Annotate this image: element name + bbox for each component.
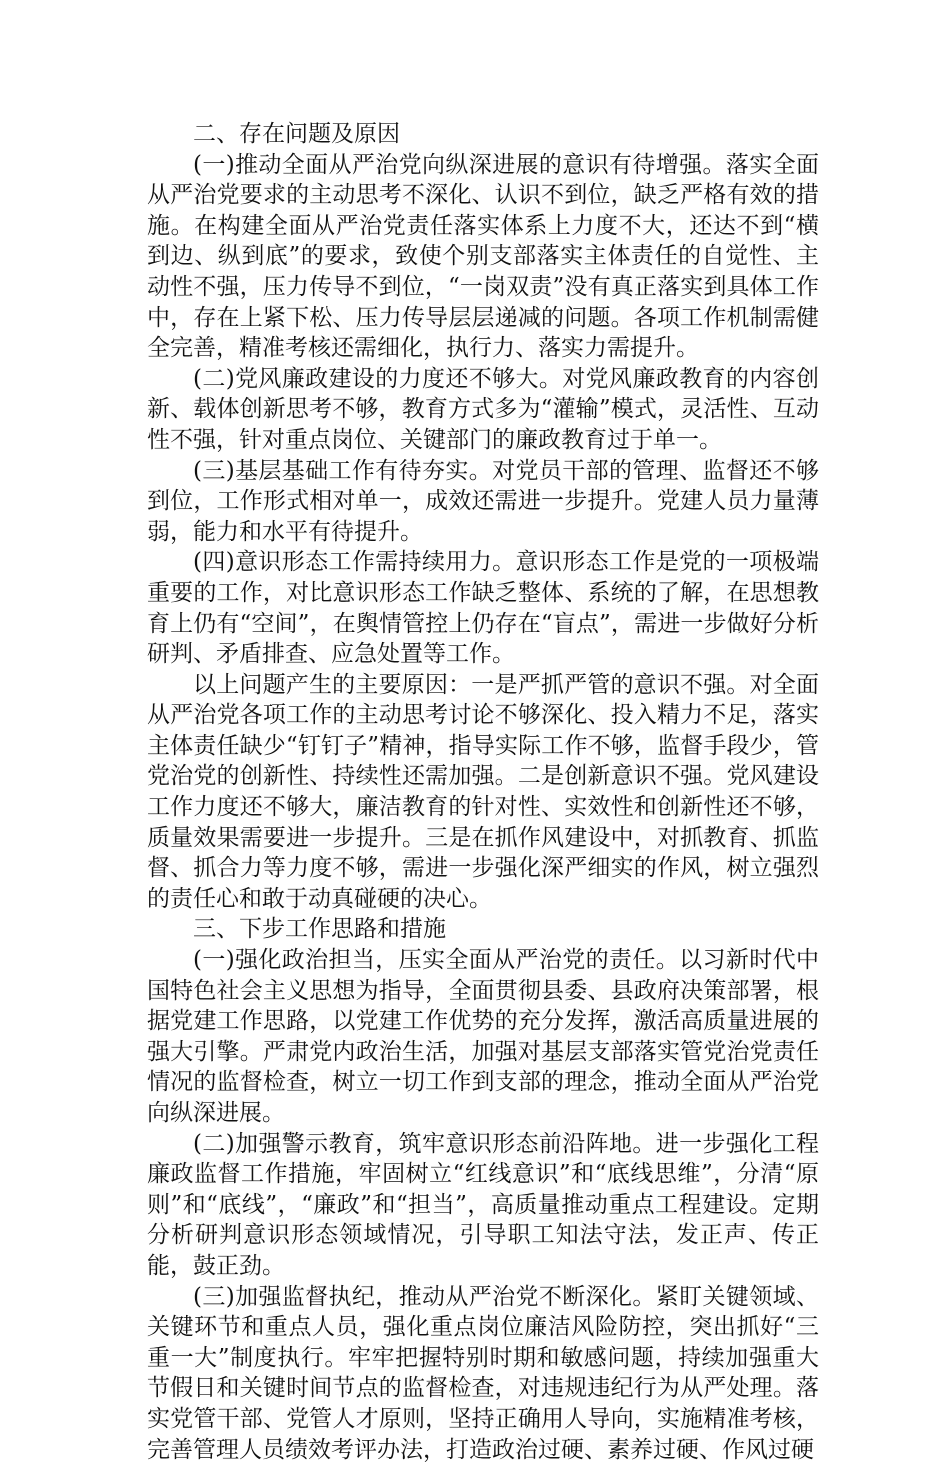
section-heading-measures: 三、下步工作思路和措施	[193, 916, 446, 943]
paragraph-measure-1: (一)强化政治担当，压实全面从严治党的责任。以习新时代中国特色社会主义思想为指导，全面贯彻县委、县政府决策部署，根据党建工作思路，以党建工作优势的充分发挥，激活高质量进展的强大引擎。严肃党内政治生活，加强对基层支部落实管党治党责任情况的监督检查，树立一切工作到支部的理念，推动全面从严治党向纵深进展。	[147, 947, 819, 1126]
paragraph-problem-4: (四)意识形态工作需持续用力。意识形态工作是党的一项极端重要的工作，对比意识形态工作缺乏整体、系统的了解，在思想教育上仍有“空间”，在舆情管控上仍存在“盲点”，需进一步做好分析研判、矛盾排查、应急处置等工作。	[147, 549, 819, 668]
paragraph-problem-1: (一)推动全面从严治党向纵深进展的意识有待增强。落实全面从严治党要求的主动思考不深化、认识不到位，缺乏严格有效的措施。在构建全面从严治党责任落实体系上力度不大，还达不到“横到边、纵到底”的要求，致使个别支部落实主体责任的自觉性、主动性不强，压力传导不到位，“一岗双责”没有真正落实到具体工作中，存在上紧下松、压力传导层层递减的问题。各项工作机制需健全完善，精准考核还需细化，执行力、落实力需提升。	[147, 151, 819, 362]
paragraph-measure-2: (二)加强警示教育，筑牢意识形态前沿阵地。进一步强化工程廉政监督工作措施，牢固树立“红线意识”和“底线思维”，分清“原则”和“底线”，“廉政”和“担当”，高质量推动重点工程建设。定期分析研判意识形态领域情况，引导职工知法守法，发正声、传正能，鼓正劲。	[147, 1130, 819, 1279]
paragraph-problem-2: (二)党风廉政建设的力度还不够大。对党风廉政教育的内容创新、载体创新思考不够，教育方式多为“灌输”模式，灵活性、互动性不强，针对重点岗位、关键部门的廉政教育过于单一。	[147, 365, 819, 453]
section-heading-problems: 二、存在问题及原因	[193, 121, 400, 147]
paragraph-problem-3: (三)基层基础工作有待夯实。对党员干部的管理、监督还不够到位，工作形式相对单一，成效还需进一步提升。党建人员力量薄弱，能力和水平有待提升。	[147, 457, 819, 545]
document-body	[147, 119, 819, 1465]
paragraph-causes: 以上问题产生的主要原因：一是严抓严管的意识不强。对全面从严治党各项工作的主动思考讨论不够深化、投入精力不足，落实主体责任缺少“钉钉子”精神，指导实际工作不够，监督手段少，管党治党的创新性、持续性还需加强。二是创新意识不强。党风建设工作力度还不够大，廉洁教育的针对性、实效性和创新性还不够，质量效果需要进一步提升。三是在抓作风建设中，对抓教育、抓监督、抓合力等力度不够，需进一步强化深严细实的作风，树立强烈的责任心和敢于动真碰硬的决心。	[147, 671, 819, 912]
paragraph-measure-3: (三)加强监督执纪，推动从严治党不断深化。紧盯关键领域、关键环节和重点人员，强化重点岗位廉洁风险防控，突出抓好“三重一大”制度执行。牢牢把握特别时期和敏感问题，持续加强重大节假日和关键时间节点的监督检查，对违规违纪行为从严处理。落实党管干部、党管人才原则，坚持正确用人导向，实施精准考核，完善管理人员绩效考评办法，打造政治过硬、素养过硬、作风过硬	[147, 1283, 819, 1463]
